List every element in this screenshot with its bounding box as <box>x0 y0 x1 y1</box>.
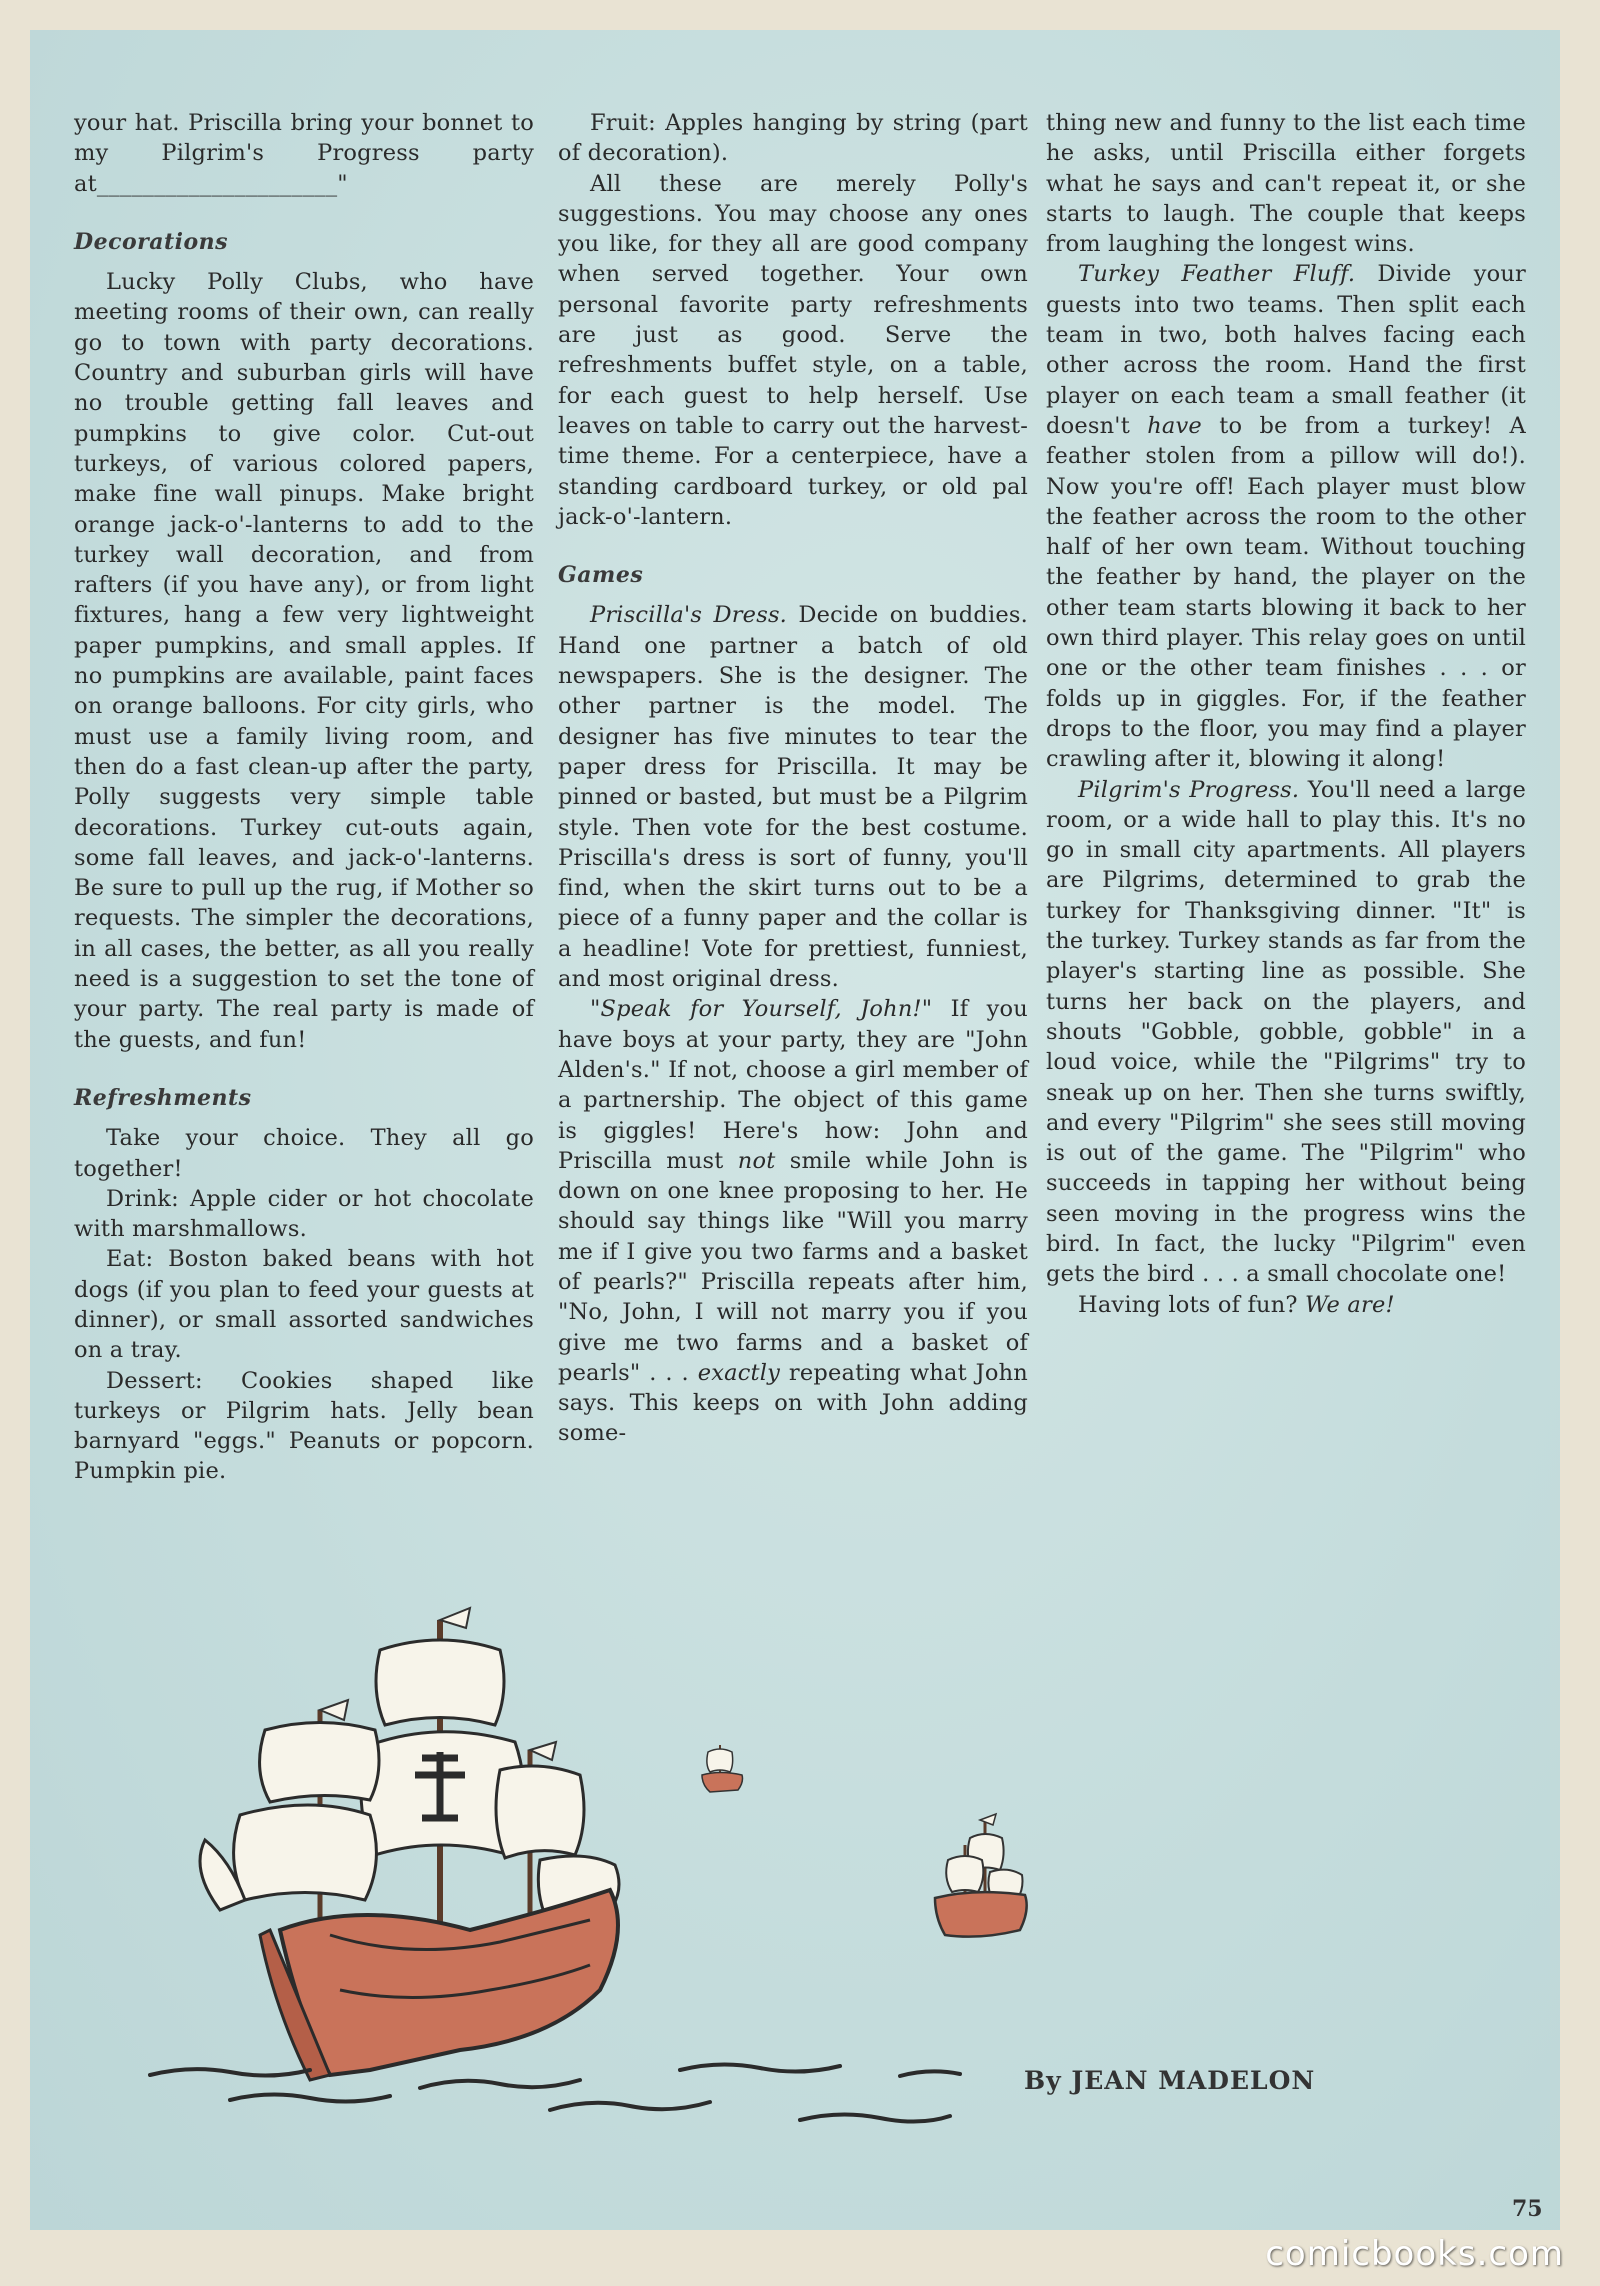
paragraph-text: smile while John is down on one knee proposing to her. He should say things like "Will you marry me if I give you two farms and a basket of pearls?" Priscilla repeats after him, "No, John, I will not marry you if you give me two farms and a basket of pearls" . . . <box>558 1147 1028 1386</box>
paragraph-text: repeating what John says. This keeps on with John adding some- <box>558 1359 1028 1447</box>
paragraph-text: Having lots of fun? <box>1078 1291 1306 1318</box>
emphasis: have <box>1147 412 1202 439</box>
magazine-page <box>30 30 1560 2230</box>
paragraph-text: You'll need a large room, or a wide hall to play this. It's no go in small city apartments. All players are Pilgrims, determined to grab the turkey for Thanksgiving dinner. "It" is the turkey. Turkey stands as far from the player's starting line as possible. She turns her back on the players, and shouts "Gobble, gobble, gobble" in a loud voice, while the "Pilgrims" try to sneak up on her. Then she turns swiftly, and every "Pilgrim" she sees still moving is out of the game. The "Pilgrim" who succeeds in tapping her without being seen moving in the progress wins the bird. In fact, the lucky "Pilgrim" even gets the bird . . . a small chocolate one! <box>1046 776 1526 1288</box>
game-title-turkey-feather-fluff: Turkey Feather Fluff. <box>1078 261 1356 288</box>
paragraph: your hat. Priscilla bring your bonnet to my Pilgrim's Progress party at_____________________" <box>74 110 534 197</box>
paragraph: Lucky Polly Clubs, who have meeting rooms of their own, can really go to town with party decorations. Country and suburban girls will have no trouble getting fall leaves and pumpkins to give color. Cut-out turkeys, of various colored papers, make fine wall pinups. Make bright orange jack-o'-lanterns to add to the turkey wall decoration, and from rafters (if you have any), or from light fixtures, hang a few very lightweight paper pumpkins, and small apples. If no pumpkins are available, paint faces on orange balloons. For city girls, who must use a family living room, and then do a fast clean-up after the party, Polly suggests very simple table decorations. Turkey cut-outs again, some fall leaves, and jack-o'-lanterns. Be sure to pull up the rug, if Mother so requests. The simpler the decorations, in all cases, the better, as all you really need is a suggestion to set the tone of your party. The real party is made of the guests, and fun! <box>74 269 534 1053</box>
large-ship-icon <box>200 1608 619 2080</box>
paragraph: thing new and funny to the list each time he asks, until Priscilla either forgets what he says and can't repeat it, or she starts to laugh. The couple that keeps from laughing the longest wins. <box>1046 110 1526 258</box>
sailing-ships-illustration <box>30 30 1560 2230</box>
small-ship-icon <box>702 1745 743 1792</box>
game-title-priscillas-dress: Priscilla's Dress. <box>590 602 788 629</box>
section-heading-refreshments: Refreshments <box>74 1084 252 1111</box>
game-title-speak-for-yourself: "Speak for Yourself, John!" <box>590 996 933 1023</box>
paragraph: Fruit: Apples hanging by string (part of decoration). <box>558 110 1028 167</box>
paragraph-text: to be from a turkey! A feather stolen from a pillow will do!). Now you're off! Each player must blow the feather across the room to the other half of her own team. Without touching the feather by hand, the player on the other team starts blowing it back to her own third player. This relay goes on until one or the other team finishes . . . or folds up in giggles. For, if the feather drops to the floor, you may find a player crawling after it, blowing it along! <box>1046 412 1526 773</box>
paragraph: Take your choice. They all go together! <box>74 1125 534 1182</box>
watermark: comicbooks.com <box>1265 2234 1564 2274</box>
paragraph: Eat: Boston baked beans with hot dogs (if you plan to feed your guests at dinner), or small assorted sandwiches on a tray. <box>74 1246 534 1364</box>
paragraph: Dessert: Cookies shaped like turkeys or Pilgrim hats. Jelly bean barnyard "eggs." Peanuts or popcorn. Pumpkin pie. <box>74 1367 534 1485</box>
page-number: 75 <box>1512 2196 1543 2222</box>
emphasis: We are! <box>1305 1291 1395 1318</box>
paragraph: All these are merely Polly's suggestions. You may choose any ones you like, for they all are good company when served together. Your own personal favorite party refreshments are just as good. Serve the refreshments buffet style, on a table, for each guest to help herself. Use leaves on table to carry out the harvest-time theme. For a centerpiece, have a standing cardboard turkey, or old pal jack-o'-lantern. <box>558 170 1028 530</box>
small-ship-icon <box>935 1814 1027 1937</box>
emphasis: exactly <box>697 1359 781 1386</box>
paragraph-text: Divide your guests into two teams. Then split each team in two, both halves facing each other across the room. Hand the first player on each team a small feather (it doesn't <box>1046 261 1526 439</box>
paragraph: Drink: Apple cider or hot chocolate with marshmallows. <box>74 1185 534 1243</box>
emphasis: not <box>737 1147 776 1174</box>
game-title-pilgrims-progress: Pilgrim's Progress. <box>1078 776 1300 803</box>
paragraph-text: Decide on buddies. Hand one partner a batch of old newspapers. She is the designer. The other partner is the model. The designer has five minutes to tear the paper dress for Priscilla. It may be pinned or basted, but must be a Pilgrim style. Then vote for the best costume. Priscilla's dress is sort of funny, you'll find, when the skirt turns out to be a piece of a funny paper and the collar is a headline! Vote for prettiest, funniest, and most original dress. <box>558 602 1028 993</box>
section-heading-games: Games <box>558 562 644 589</box>
waves-icon <box>150 2064 960 2121</box>
byline: By JEAN MADELON <box>1024 2066 1316 2095</box>
paragraph-text: If you have boys at your party, they are "John Alden's." If not, choose a girl member of a partnership. The object of this game is giggles! Here's how: John and Priscilla must <box>558 996 1028 1174</box>
section-heading-decorations: Decorations <box>74 228 229 255</box>
